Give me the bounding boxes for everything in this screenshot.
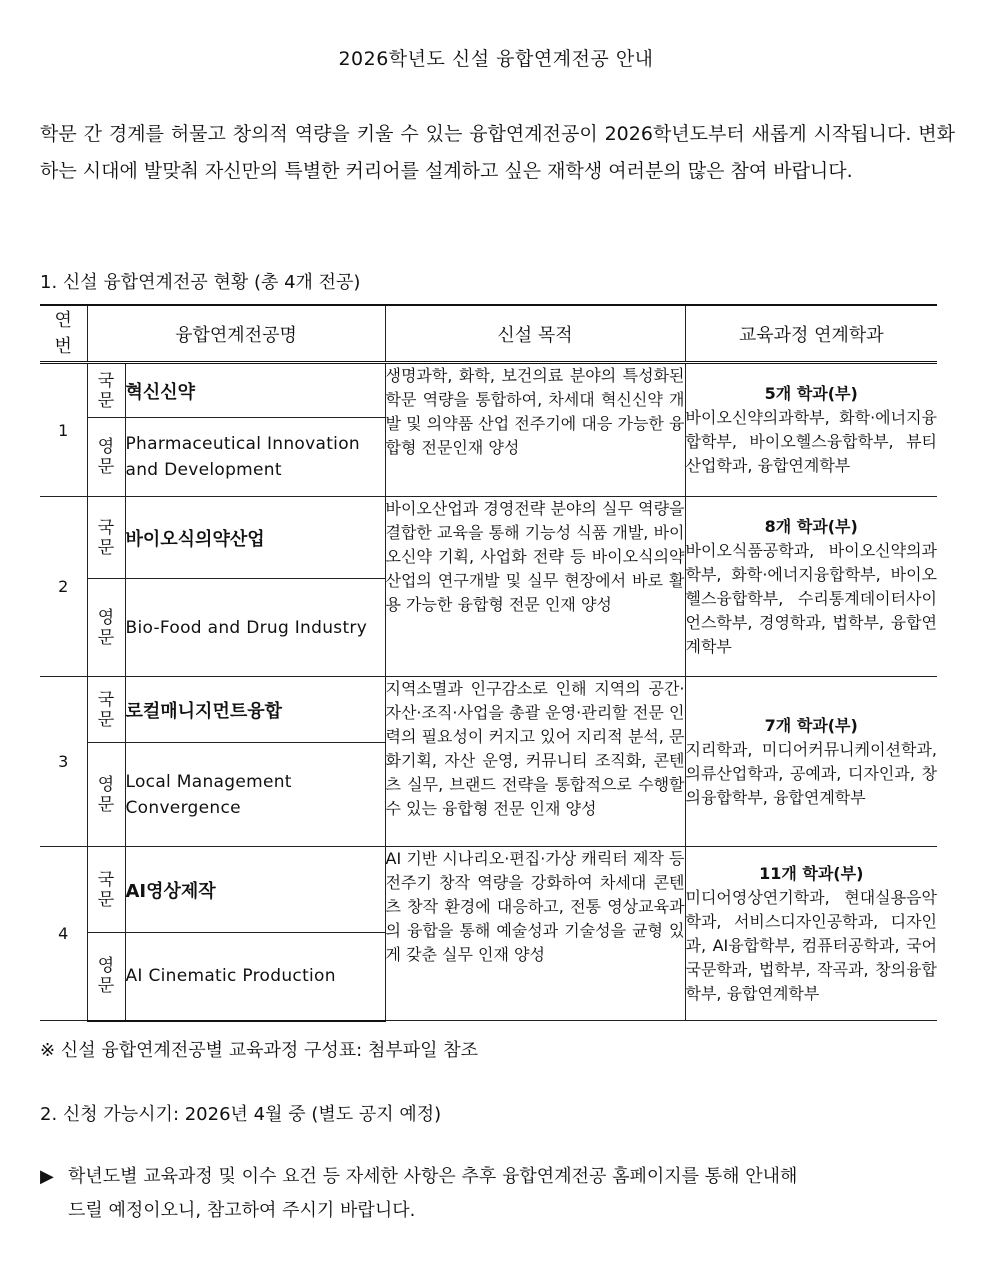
dept-count: 8개 학과(부)	[764, 516, 858, 536]
table-row	[40, 677, 937, 743]
page-title: 2026학년도 신설 융합연계전공 안내	[338, 48, 654, 70]
header-major-name: 융합연계전공명	[87, 305, 385, 363]
intro-paragraph: 학문 간 경계를 허물고 창의적 역량을 키울 수 있는 융합연계전공이 2026학년도부터 새롭게 시작됩니다. 변화하는 시대에 발맞춰 자신만의 특별한 커리어를 설계하고 싶은 재학생 여러분의 많은 참여 바랍니다.	[40, 123, 955, 182]
lang-kr-label: 국문	[87, 677, 125, 743]
dept-count: 7개 학과(부)	[764, 715, 858, 735]
lang-en-label: 영문	[87, 933, 125, 1021]
lang-kr-label: 국문	[87, 363, 125, 418]
major-name-kr: AI영상제작	[125, 847, 385, 933]
section-heading-application-period: 2. 신청 가능시기: 2026년 4월 중 (별도 공지 예정)	[40, 1104, 442, 1125]
major-purpose: 바이오산업과 경영전략 분야의 실무 역량을 결합한 교육을 통해 기능성 식품 개발, 바이오신약 기획, 사업화 전략 등 바이오식의약 산업의 연구개발 및 실무 현장에서 바로 활용 가능한 융합형 전문 인재 양성	[385, 497, 685, 677]
major-purpose: 생명과학, 화학, 보건의료 분야의 특성화된 학문 역량을 통합하여, 차세대 혁신신약 개발 및 의약품 산업 전주기에 대응 가능한 융합형 전문인재 양성	[385, 363, 685, 497]
lang-en-label: 영문	[87, 418, 125, 497]
section-heading-status: 1. 신설 융합연계전공 현황 (총 4개 전공)	[40, 272, 361, 293]
lang-en-label: 영문	[87, 743, 125, 847]
row-number: 4	[40, 847, 87, 1021]
major-name-en: Local Management Convergence	[125, 743, 385, 847]
majors-table	[40, 304, 937, 1022]
row-number: 2	[40, 497, 87, 677]
header-no: 연번	[40, 305, 87, 363]
dept-list: 바이오식품공학과, 바이오신약의과학부, 화학·에너지융합학부, 바이오헬스융합학부, 수리통계데이터사이언스학부, 경영학과, 법학부, 융합연계학부	[685, 540, 937, 656]
header-depts: 교육과정 연계학과	[685, 305, 937, 363]
major-name-kr: 혁신신약	[125, 363, 385, 418]
table-row	[40, 497, 937, 579]
row-number: 3	[40, 677, 87, 847]
major-name-kr: 로컬매니지먼트융합	[125, 677, 385, 743]
triangle-bullet-icon: ▶	[40, 1166, 54, 1187]
attachment-note: ※ 신설 융합연계전공별 교육과정 구성표: 첨부파일 참조	[40, 1040, 479, 1061]
major-name-en: Pharmaceutical Innovation and Development	[125, 418, 385, 497]
closing-line-1: 학년도별 교육과정 및 이수 요건 등 자세한 사항은 추후 융합연계전공 홈페이지를 통해 안내해	[68, 1166, 798, 1187]
lang-kr-label: 국문	[87, 847, 125, 933]
major-purpose: AI 기반 시나리오·편집·가상 캐릭터 제작 등 전주기 창작 역량을 강화하여 차세대 콘텐츠 창작 환경에 대응하고, 전통 영상교육과의 융합을 통해 예술성과 기술성을 균형 있게 갖춘 실무 인재 양성	[385, 847, 685, 1021]
dept-count: 11개 학과(부)	[759, 863, 864, 883]
major-depts	[685, 497, 937, 677]
table-row	[40, 847, 937, 933]
major-name-en: AI Cinematic Production	[125, 933, 385, 1021]
lang-en-label: 영문	[87, 579, 125, 677]
row-number: 1	[40, 363, 87, 497]
dept-count: 5개 학과(부)	[764, 384, 858, 403]
closing-notice	[40, 1160, 955, 1228]
dept-list: 미디어영상연기학과, 현대실용음악학과, 서비스디자인공학과, 디자인과, AI융합학부, 컴퓨터공학과, 국어국문학과, 법학부, 작곡과, 창의융합학부, 융합연계학부	[685, 887, 937, 1003]
lang-kr-label: 국문	[87, 497, 125, 579]
major-depts	[685, 677, 937, 847]
major-purpose: 지역소멸과 인구감소로 인해 지역의 공간·자산·조직·사업을 총괄 운영·관리할 전문 인력의 필요성이 커지고 있어 지리적 분석, 문화기획, 자산 운영, 커뮤니티 조직화, 콘텐츠 실무, 브랜드 전략을 통합적으로 수행할 수 있는 융합형 전문 인재 양성	[385, 677, 685, 847]
major-depts	[685, 363, 937, 497]
dept-list: 지리학과, 미디어커뮤니케이션학과, 의류산업학과, 공예과, 디자인과, 창의융합학부, 융합연계학부	[685, 739, 937, 807]
table-header-row	[40, 305, 937, 363]
dept-list: 바이오신약의과학부, 화학·에너지융합학부, 바이오헬스융합학부, 뷰티산업학과, 융합연계학부	[685, 408, 937, 475]
closing-line-2: 드릴 예정이오니, 참고하여 주시기 바랍니다.	[68, 1200, 416, 1221]
header-purpose: 신설 목적	[385, 305, 685, 363]
major-depts	[685, 847, 937, 1021]
table-row	[40, 363, 937, 418]
major-name-kr: 바이오식의약산업	[125, 497, 385, 579]
major-name-en: Bio-Food and Drug Industry	[125, 579, 385, 677]
